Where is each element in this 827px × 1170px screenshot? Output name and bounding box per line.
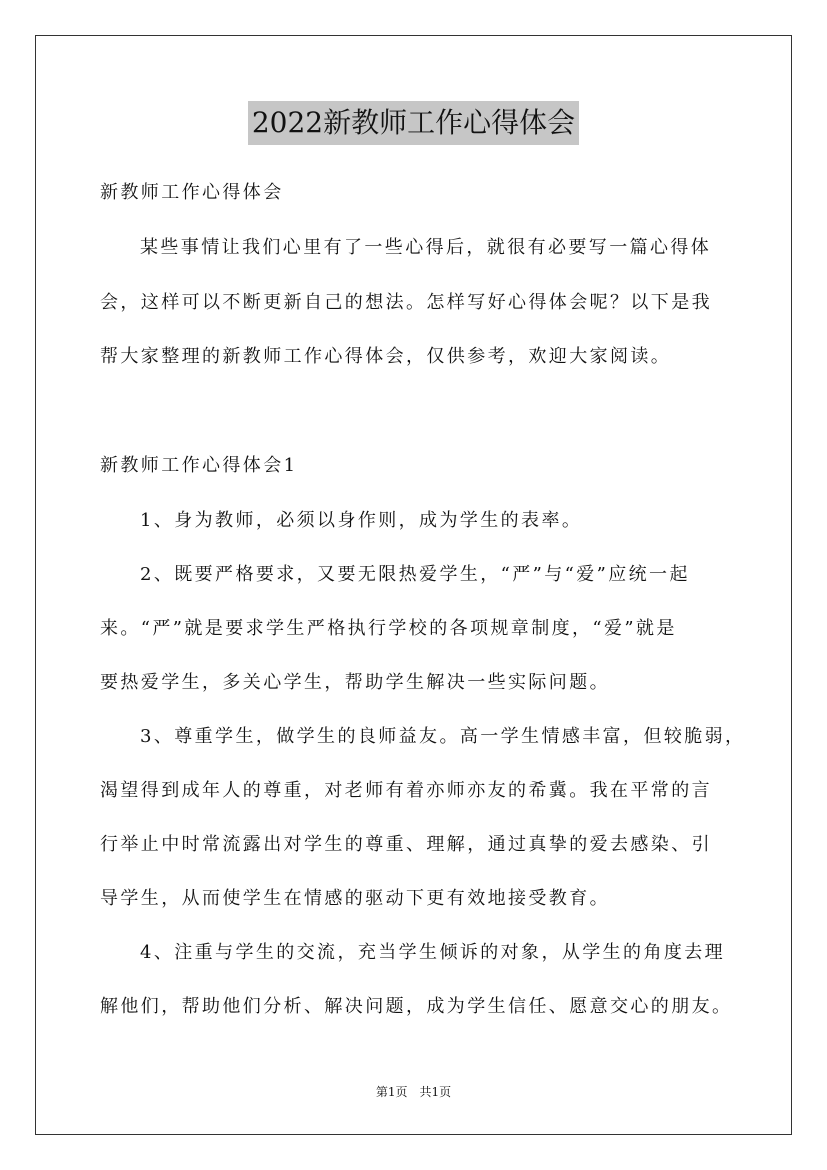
intro-line-3: 帮大家整理的新教师工作心得体会，仅供参考，欢迎大家阅读。 bbox=[100, 346, 672, 367]
intro-line-1: 某些事情让我们心里有了一些心得后，就很有必要写一篇心得体 bbox=[140, 237, 712, 258]
point-2-line-3: 要热爱学生，多关心学生，帮助学生解决一些实际问题。 bbox=[100, 672, 610, 693]
document-subtitle: 新教师工作心得体会 bbox=[100, 182, 284, 203]
document-title: 2022新教师工作心得体会 bbox=[248, 101, 579, 145]
point-3-line-4: 导学生，从而使学生在情感的驱动下更有效地接受教育。 bbox=[100, 888, 610, 909]
point-3-line-1: 3、尊重学生，做学生的良师益友。高一学生情感丰富，但较脆弱， bbox=[140, 726, 746, 747]
section-heading: 新教师工作心得体会1 bbox=[100, 455, 298, 476]
point-1-line-1: 1、身为教师，必须以身作则，成为学生的表率。 bbox=[140, 510, 583, 531]
point-4-line-1: 4、注重与学生的交流，充当学生倾诉的对象，从学生的角度去理 bbox=[140, 942, 726, 963]
point-3-line-3: 行举止中时常流露出对学生的尊重、理解，通过真挚的爱去感染、引 bbox=[100, 834, 712, 855]
page-number: 第1页 共1页 bbox=[375, 1085, 452, 1099]
point-2-line-2: 来。“严”就是要求学生严格执行学校的各项规章制度，“爱”就是 bbox=[100, 618, 677, 639]
intro-line-2: 会，这样可以不断更新自己的想法。怎样写好心得体会呢？以下是我 bbox=[100, 292, 712, 313]
point-4-line-2: 解他们，帮助他们分析、解决问题，成为学生信任、愿意交心的朋友。 bbox=[100, 996, 733, 1017]
title-container bbox=[0, 101, 827, 145]
point-2-line-1: 2、既要严格要求，又要无限热爱学生，“严”与“爱”应统一起 bbox=[140, 564, 690, 585]
point-3-line-2: 渴望得到成年人的尊重，对老师有着亦师亦友的希冀。我在平常的言 bbox=[100, 780, 712, 801]
